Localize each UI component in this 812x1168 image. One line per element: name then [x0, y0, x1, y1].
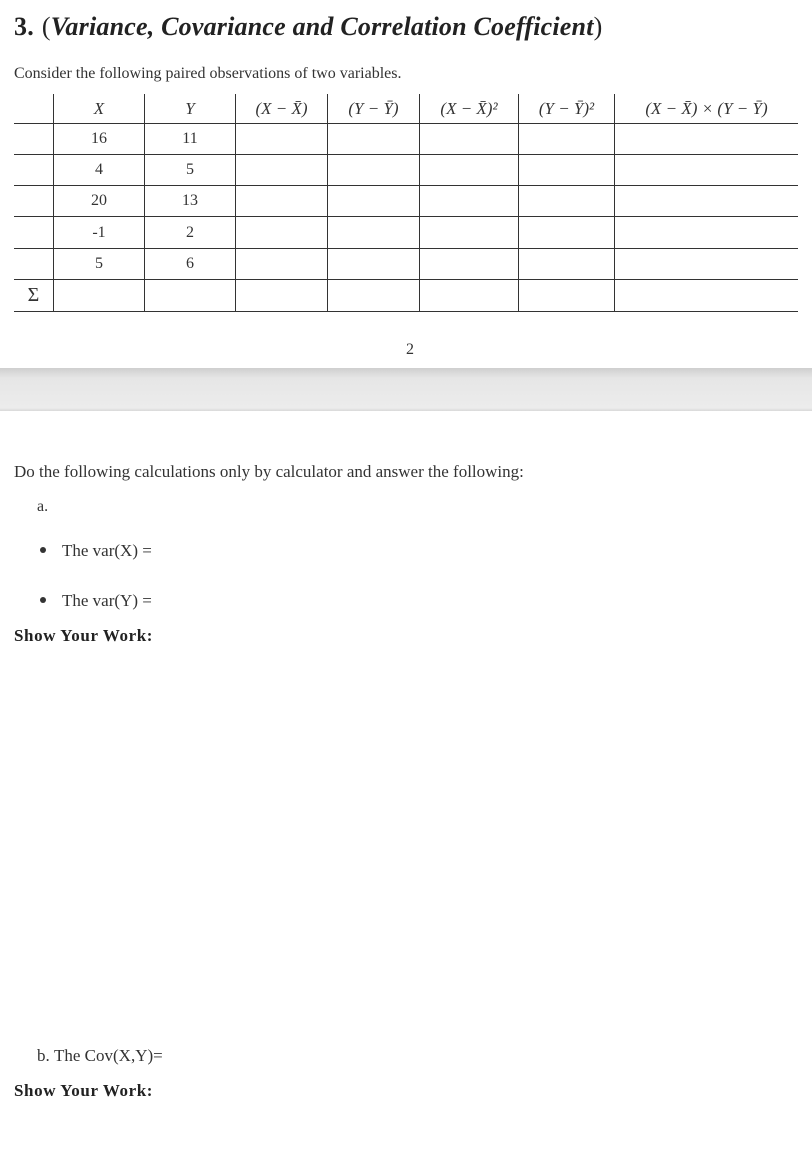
title-open-paren: ( [41, 12, 51, 41]
cell-y: 13 [182, 192, 198, 209]
header-x-dev-sq: (X − X̄)² [440, 98, 498, 118]
part-b [37, 1046, 163, 1066]
header-blank [14, 94, 53, 123]
question-intro: Consider the following paired observations of two variables. [14, 65, 402, 82]
cell-y: 6 [186, 255, 194, 272]
question-title [14, 12, 602, 42]
var-y-item [40, 591, 152, 611]
bullet-icon [40, 597, 46, 603]
var-y-text: The var(Y) = [62, 591, 152, 610]
bullet-icon [40, 547, 46, 553]
var-x-item [40, 541, 152, 561]
cell-y: 2 [186, 223, 194, 241]
part-a-label: a. [37, 498, 49, 515]
observations-table [14, 94, 798, 312]
show-work-label-a: Show Your Work: [14, 626, 154, 645]
question-number: 3. [14, 12, 34, 41]
header-cross-product: (X − X̄) × (Y − Ȳ) [645, 98, 768, 118]
title-close-paren: ) [593, 12, 603, 41]
question-topic: Variance, Covariance and Correlation Coefficient [50, 12, 594, 41]
cell-x: 5 [95, 255, 103, 272]
cell-y: 11 [182, 130, 198, 147]
var-x-text: The var(X) = [62, 541, 152, 560]
cov-text: The Cov(X,Y)= [54, 1046, 163, 1065]
header-x-dev: (X − X̄) [255, 98, 308, 118]
table-rule [14, 311, 798, 312]
header-x: X [93, 98, 105, 118]
page-break [0, 368, 812, 411]
page-number: 2 [406, 341, 414, 358]
part-b-label: b. [37, 1046, 50, 1065]
cell-y: 5 [186, 161, 194, 178]
header-y-dev: (Y − Ȳ) [348, 98, 399, 118]
show-work-label-b: Show Your Work: [14, 1081, 154, 1100]
sum-label: Σ [27, 284, 40, 306]
header-y: Y [185, 98, 195, 118]
instructions: Do the following calculations only by calculator and answer the following: [14, 462, 524, 481]
header-y-dev-sq: (Y − Ȳ)² [538, 98, 595, 118]
cell-x: 16 [91, 130, 107, 147]
table-rule [14, 279, 798, 280]
cell-x: -1 [92, 223, 106, 241]
cell-x: 20 [91, 192, 107, 209]
cell-x: 4 [95, 161, 103, 178]
